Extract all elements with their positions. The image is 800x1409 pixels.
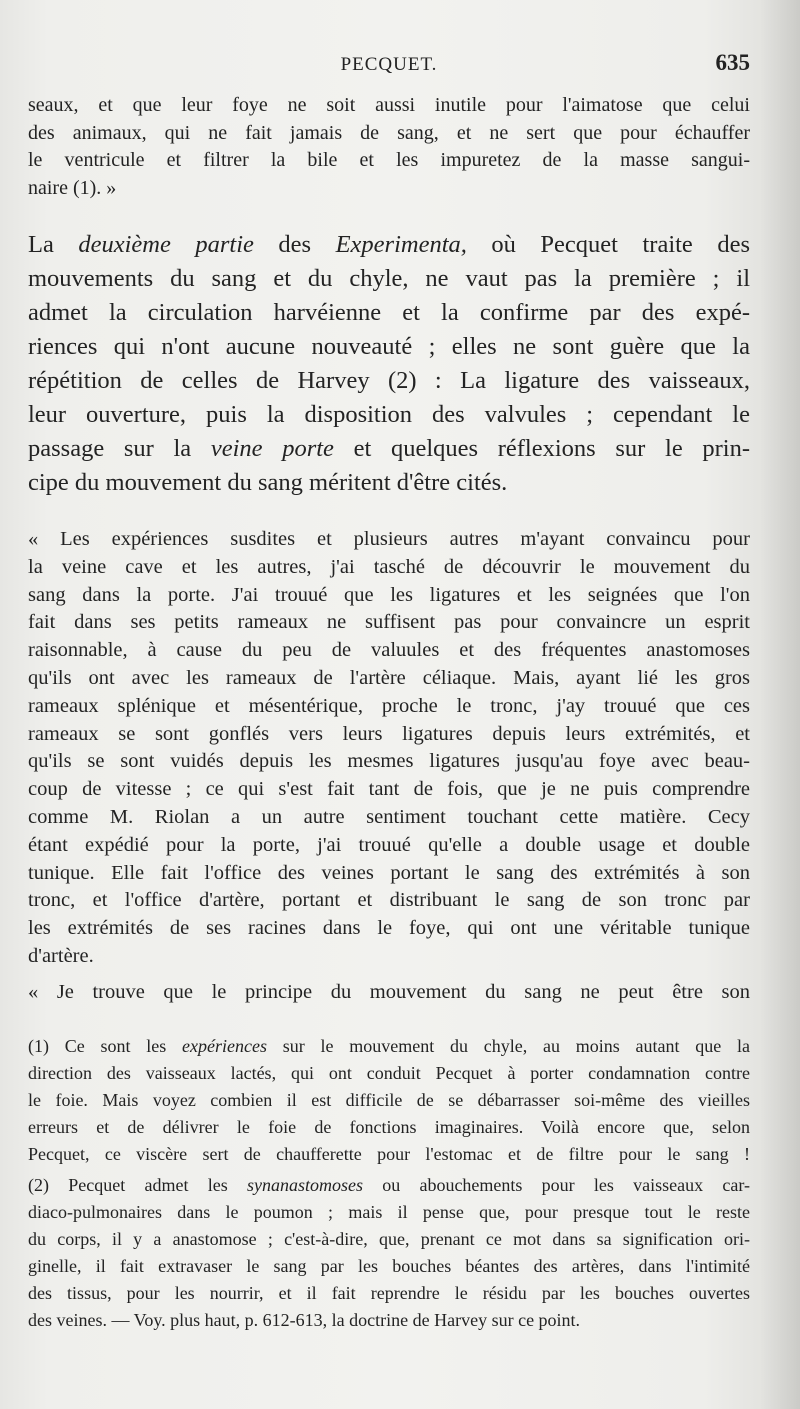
- footnote-line: direction des vaisseaux lactés, qui ont conduit Pecquet à porter condamnation contre: [28, 1062, 750, 1083]
- main-line: répétition de celles de Harvey (2) : La ligature des vaisseaux,: [28, 367, 750, 394]
- main-italic: Experimenta,: [335, 231, 467, 258]
- quote-line: rameaux se sont gonflés vers leurs ligatures depuis leurs extrémités, et: [28, 722, 750, 745]
- footnote-line: [28, 1172, 750, 1199]
- footnote-italic: synanastomoses: [246, 1174, 363, 1195]
- main-text: des: [253, 231, 336, 258]
- quote-end-line: naire (1). »: [28, 176, 117, 199]
- quote-end-line: des animaux, qui ne fait jamais de sang, et ne sert que pour échauffer: [28, 121, 750, 144]
- quote-end-line: le ventricule et filtrer la bile et les impuretez de la masse sangui-: [28, 149, 750, 171]
- quote-end-line: seaux, et que leur foye ne soit aussi inutile pour l'aimatose que celui: [28, 94, 750, 116]
- footnote-text: ou abouchements pour les vaisseaux car-: [362, 1174, 750, 1195]
- footnote-2: [28, 1172, 750, 1334]
- main-line: cipe du mouvement du sang méritent d'être cités.: [28, 469, 508, 496]
- footnote-line: [28, 1033, 750, 1060]
- quotation-continued: [28, 92, 750, 202]
- quote-line: la veine cave et les autres, j'ai tasché de découvrir le mouvement du: [28, 555, 750, 578]
- quote-line: qu'ils se sont vuidés depuis les mesmes ligatures jusqu'au foye avec beau-: [28, 750, 750, 773]
- quote-line: tronc, et l'office d'artère, portant et distribuant le sang de son tronc par: [28, 889, 750, 912]
- main-text: La: [28, 231, 79, 258]
- quote-line: fait dans ses petits rameaux ne suffisent pas pour convaincre un esprit: [28, 611, 750, 634]
- footnote-line: erreurs et de délivrer le foie de fonctions imaginaires. Voilà encore que, selon: [28, 1116, 750, 1137]
- running-head: [28, 50, 750, 78]
- quotation-principe: [28, 979, 750, 1007]
- page-number: 635: [715, 50, 750, 75]
- quote-line: qu'ils ont avec les rameaux de l'artère céliaque. Mais, ayant lié les gros: [28, 666, 750, 689]
- quote-line: « Je trouve que le principe du mouvement du sang ne peut être son: [28, 980, 750, 1003]
- quote-line: les extrémités de ses racines dans le foye, qui ont une véritable tunique: [28, 917, 750, 940]
- quote-line: sang dans la porte. J'ai trouué que les ligatures et les seignées que l'on: [28, 583, 750, 606]
- main-text: où Pecquet traite des: [466, 231, 750, 258]
- main-line: admet la circulation harvéienne et la confirme par des expé-: [28, 299, 750, 326]
- footnote-line: des veines. — Voy. plus haut, p. 612-613, la doctrine de Harvey sur ce point.: [28, 1309, 581, 1330]
- main-text: passage sur la: [28, 435, 211, 462]
- footnote-1: [28, 1033, 750, 1168]
- footnote-line: Pecquet, ce viscère sert de chaufferette pour l'estomac et de filtre pour le sang !: [28, 1143, 750, 1164]
- page-gutter-shadow: [760, 0, 800, 1409]
- main-text: et quelques réflexions sur le prin-: [333, 435, 750, 462]
- main-line: [28, 228, 750, 262]
- main-italic: veine porte: [210, 435, 334, 462]
- footnote-text: (2) Pecquet admet les: [28, 1174, 247, 1195]
- footnote-line: ginelle, il fait extravaser le sang par les bouches béantes des artères, dans l'intimité: [28, 1255, 750, 1276]
- page-body: [28, 92, 750, 1334]
- main-line: mouvements du sang et du chyle, ne vaut pas la première ; il: [28, 265, 750, 292]
- quote-line: coup de vitesse ; ce qui s'est fait tant de fois, que je ne puis comprendre: [28, 778, 750, 801]
- footnote-italic: expériences: [182, 1035, 267, 1056]
- quotation-porte: [28, 526, 750, 971]
- footnote-line: du corps, il y a anastomose ; c'est-à-dire, que, prenant ce mot dans sa signification ori-: [28, 1228, 750, 1249]
- quote-line: rameaux splénique et mésentérique, proche le tronc, j'ay trouué que ces: [28, 694, 750, 717]
- quote-line: comme M. Riolan a un autre sentiment touchant cette matière. Cecy: [28, 805, 750, 828]
- quote-line: « Les expériences susdites et plusieurs autres m'ayant convaincu pour: [28, 528, 750, 550]
- footnote-line: le foie. Mais voyez combien il est difficile de se débarrasser soi-même des vieilles: [28, 1089, 750, 1110]
- footnote-text: sur le mouvement du chyle, au moins autant que la: [266, 1035, 751, 1056]
- main-italic: deuxième partie: [78, 231, 254, 258]
- footnote-line: diaco-pulmonaires dans le poumon ; mais il pense que, pour presque tout le reste: [28, 1201, 750, 1222]
- quote-line: d'artère.: [28, 944, 94, 967]
- quote-line: tunique. Elle fait l'office des veines portant le sang des extrémités à son: [28, 861, 750, 884]
- running-head-title: PECQUET.: [340, 54, 438, 75]
- footnote-line: des tissus, pour les nourrir, et il fait reprendre le résidu par les bouches ouvertes: [28, 1282, 750, 1303]
- main-line: [28, 432, 750, 466]
- main-paragraph: [28, 228, 750, 500]
- main-line: leur ouverture, puis la disposition des valvules ; cependant le: [28, 401, 750, 428]
- main-line: riences qui n'ont aucune nouveauté ; elles ne sont guère que la: [28, 333, 750, 360]
- quote-line: raisonnable, à cause du peu de valuules et des fréquentes anastomoses: [28, 639, 750, 662]
- quote-line: étant expédié pour la porte, j'ai trouué qu'elle a double usage et double: [28, 833, 750, 856]
- footnote-text: (1) Ce sont les: [28, 1035, 183, 1056]
